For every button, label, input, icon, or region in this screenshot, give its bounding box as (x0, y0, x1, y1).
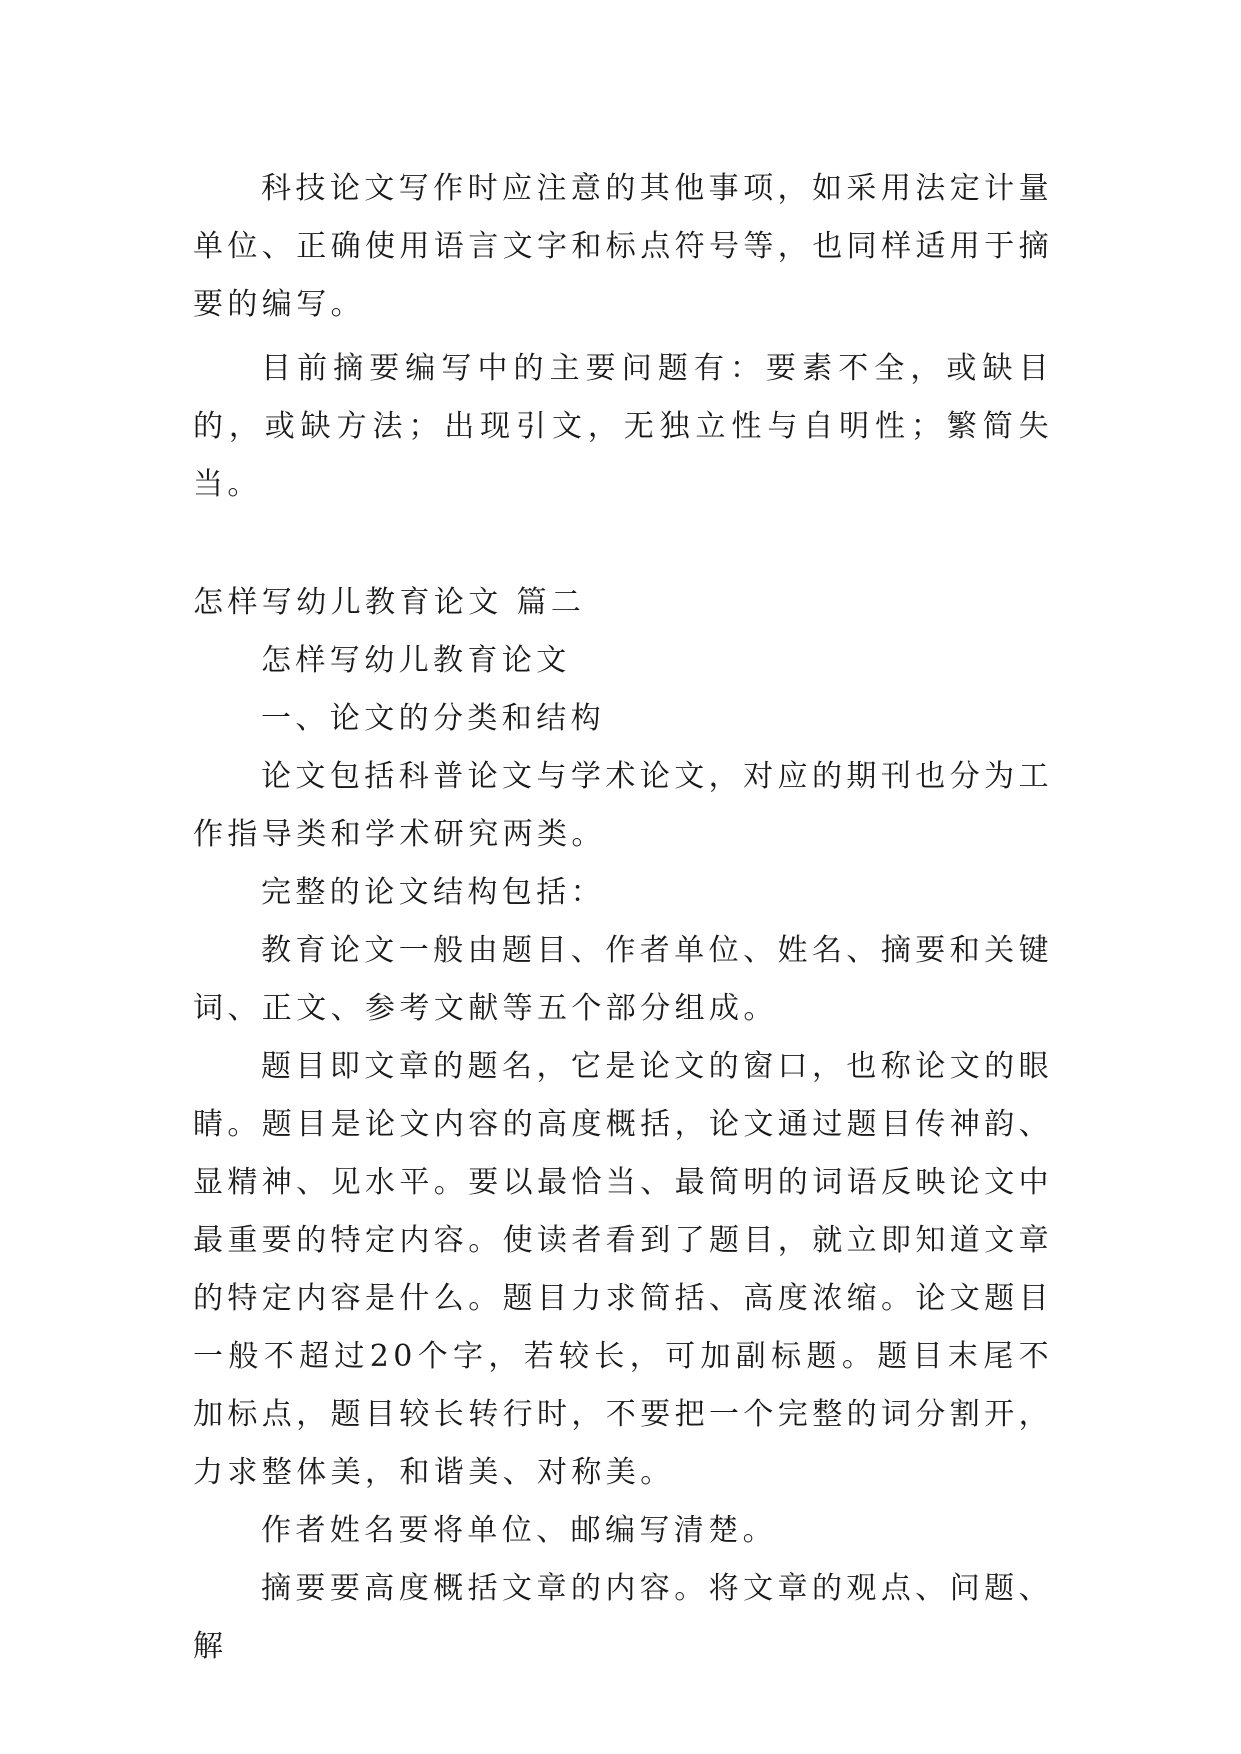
section-heading: 怎样写幼儿教育论文 篇二 (193, 585, 586, 620)
paragraph-structure-parts: 教育论文一般由题目、作者单位、姓名、摘要和关键词、正文、参考文献等五个部分组成。 (193, 933, 1053, 1026)
paragraph-paper-types: 论文包括科普论文与学术论文，对应的期刊也分为工作指导类和学术研究两类。 (193, 759, 1053, 852)
paragraph-title-guidance: 题目即文章的题名，它是论文的窗口，也称论文的眼睛。题目是论文内容的高度概括，论文通过题目传神韵、显精神、见水平。要以最恰当、最简明的词语反映论文中最重要的特定内容。使读者看到了题目，就立即知道文章的特定内容是什么。题目力求简括、高度浓缩。论文题目一般不超过20个字，若较长，可加副标题。题目末尾不加标点，题目较长转行时，不要把一个完整的词分割开，力求整体美，和谐美、对称美。 (193, 1049, 1053, 1490)
paragraph-author-info: 作者姓名要将单位、邮编写清楚。 (261, 1513, 777, 1548)
paragraph-abstract-problems: 目前摘要编写中的主要问题有：要素不全，或缺目的，或缺方法；出现引文，无独立性与自明性；繁简失当。 (193, 351, 1053, 502)
document-body (193, 160, 1053, 1676)
paragraph-structure-intro: 完整的论文结构包括： (261, 875, 605, 910)
paragraph-abstract-summary: 摘要要高度概括文章的内容。将文章的观点、问题、解 (193, 1571, 1053, 1664)
paragraph-subtitle: 怎样写幼儿教育论文 (261, 643, 571, 678)
paragraph-section-one: 一、论文的分类和结构 (261, 701, 605, 736)
paragraph-measurement-units: 科技论文写作时应注意的其他事项，如采用法定计量单位、正确使用语言文字和标点符号等，也同样适用于摘要的编写。 (193, 171, 1053, 322)
